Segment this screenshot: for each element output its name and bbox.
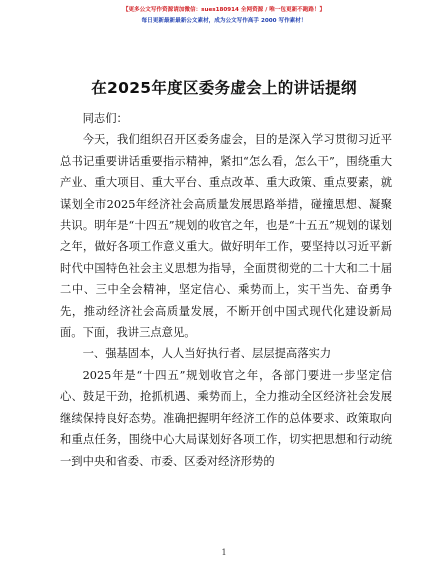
document-body <box>60 108 392 528</box>
promo-banner-line-1: 【更多公文写作资源请加微信：sues180914 全网资源 / 唯一包更新不跑路！】 <box>122 7 326 13</box>
page-number: 1 <box>221 548 227 557</box>
paragraph-intro: 今天，我们组织召开区委务虚会，目的是深入学习贯彻习近平总书记重要讲话重要指示精神，紧扣“怎么看，怎么干”，围绕重大产业、重大项目、重大平台、重点改革、重大政策、重点要素，就谋划全市2025年经济社会高质量发展思路举措，碰撞思想、凝聚共识。明年是“十四五”规划的收官之年，也是“十五五”规划的谋划之年，做好各项工作意义重大。做好明年工作，要坚持以习近平新时代中国特色社会主义思想为指导，全面贯彻党的二十大和二十届二中、三中全会精神，坚定信心、乘势而上，实干当先、奋勇争先，推动经济社会高质量发展，不断开创中国式现代化建设新局面。下面，我讲三点意见。 <box>60 133 392 340</box>
salutation: 同志们： <box>82 112 128 125</box>
paragraph-section-1: 2025年是“十四五”规划收官之年，各部门要进一步坚定信心、鼓足干劲，抢抓机遇、乘势而上，全力推动全区经济社会发展继续保持良好态势。准确把握明年经济工作的总体要求、政策取向和重点任务，围绕中心大局谋划好各项工作，切实把思想和行动统一到中央和省委、市委、区委对经济形势的 <box>60 368 392 468</box>
document-title: 在2025年度区委务虚会上的讲话提纲 <box>91 79 357 97</box>
section-heading-1: 一、强基固本，人人当好执行者、层层提高落实力 <box>82 347 332 361</box>
promo-banner-line-2: 每日更新最新最新公文素材，成为公文写作高手 2000 写作素材！ <box>141 18 307 24</box>
